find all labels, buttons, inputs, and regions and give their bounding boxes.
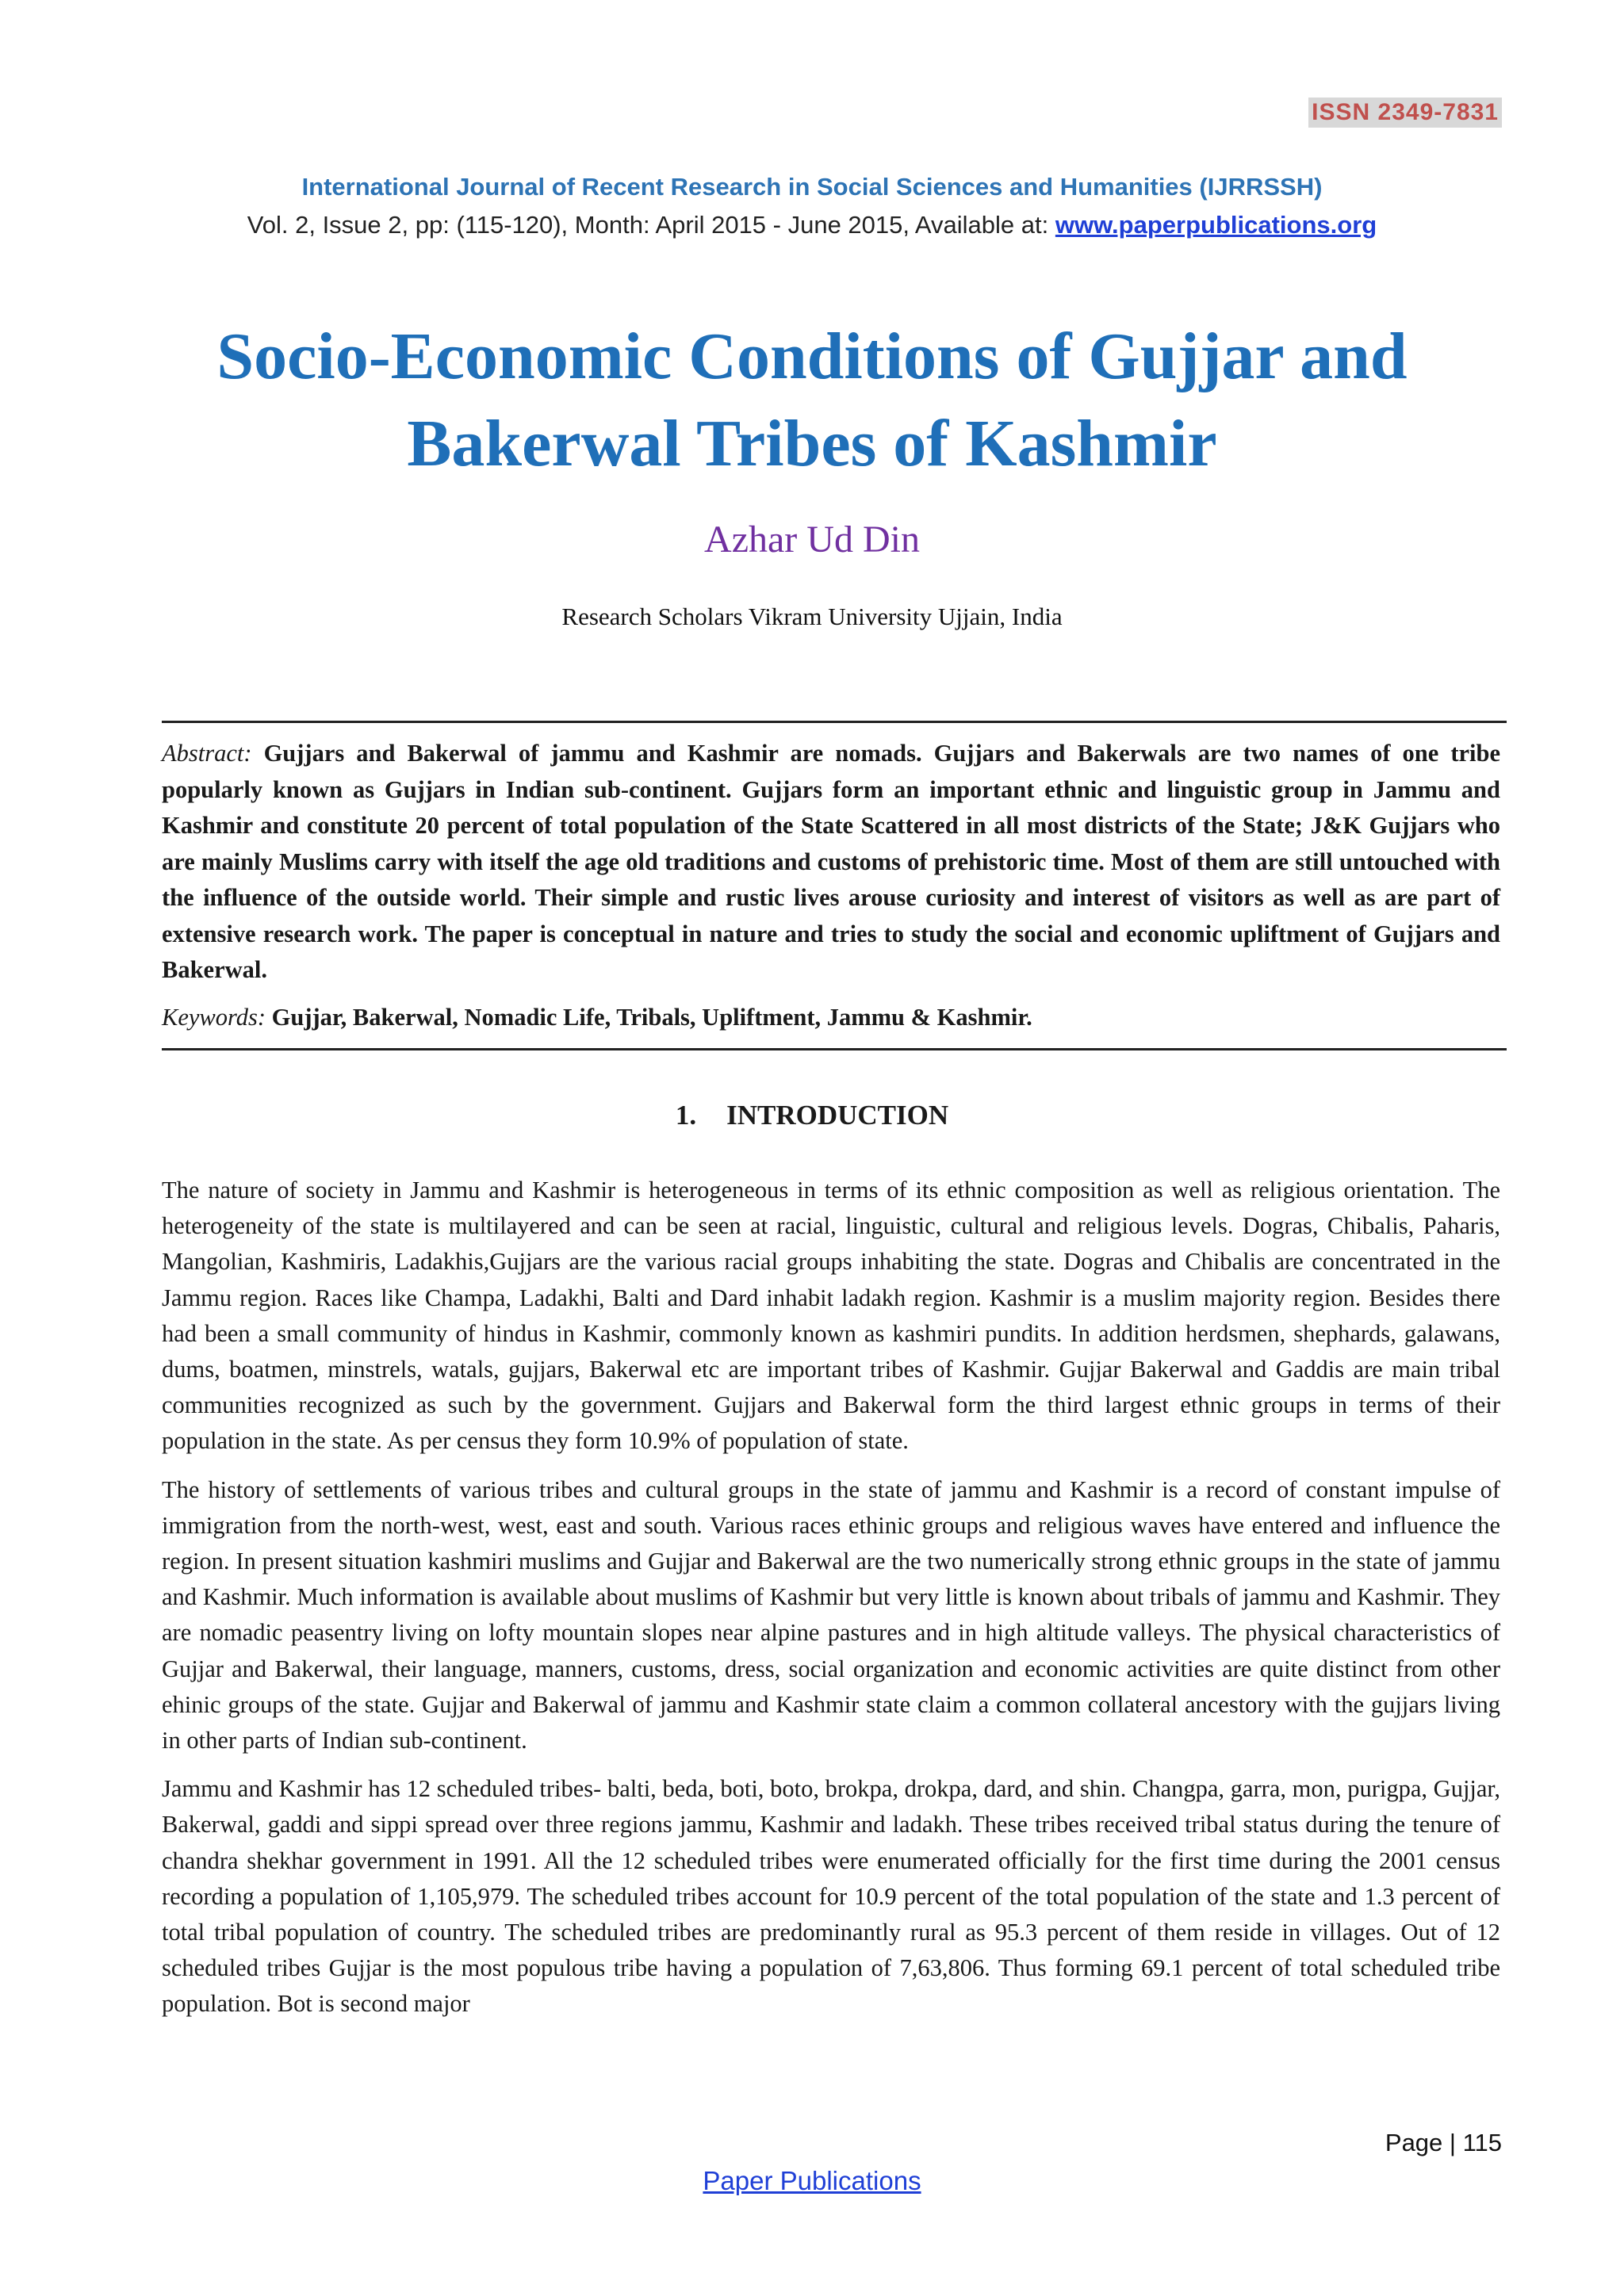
abstract-text: Gujjars and Bakerwal of jammu and Kashmir are nomads. Gujjars and Bakerwals are two names of one tribe popularly known as Gujjars in Indian sub-continent. Gujjars form an important ethnic and linguistic group in Jammu and Kashmir and constitute 20 percent of total population of the State Scattered in all most districts of the State; J&K Gujjars who are mainly Muslims carry with itself the age old traditions and customs of prehistoric time. Most of them are still untouched with the influence of the outside world. Their simple and rustic lives arouse curiosity and interest of visitors as well as are part of extensive research work. The paper is conceptual in nature and tries to study the social and economic upliftment of Gujjars and Bakerwal. <box>162 740 1501 983</box>
journal-name: International Journal of Recent Research in Social Sciences and Humanities (IJRRSSH) <box>301 173 1323 201</box>
section-heading <box>0 1100 1624 1131</box>
abstract-label: Abstract: <box>162 740 252 767</box>
volume-text: Vol. 2, Issue 2, pp: (115-120), Month: April 2015 - June 2015, Available at: <box>247 211 1055 239</box>
issn-label: ISSN 2349-7831 <box>1308 98 1502 128</box>
journal-url-link[interactable]: www.paperpublications.org <box>1055 211 1377 239</box>
keywords-label: Keywords: <box>162 1004 266 1031</box>
keywords-text: Gujjar, Bakerwal, Nomadic Life, Tribals, Upliftment, Jammu & Kashmir. <box>271 1004 1032 1031</box>
paragraph-2: The history of settlements of various tribes and cultural groups in the state of jammu and Kashmir is a record of constant impulse of immigration from the north-west, west, east and south. Various races ethinic groups and religious waves have entered and influence the region. In present situation kashmiri muslims and Gujjar and Bakerwal are the two numerically strong ethnic groups in the state of jammu and Kashmir. Much information is available about muslims of Kashmir but very little is known about tribals of jammu and Kashmir. They are nomadic peasentry living on lofty mountain slopes near alpine pastures and in high altitude valleys. The physical characteristics of Gujjar and Bakerwal, their language, manners, customs, dress, social organization and economic activities are quite distinct from other ehinic groups of the state. Gujjar and Bakerwal of jammu and Kashmir state claim a common collateral ancestory with the gujjars living in other parts of Indian sub-continent. <box>162 1475 1500 1755</box>
publisher-link[interactable]: Paper Publications <box>703 2166 921 2195</box>
abstract <box>162 736 1500 989</box>
paper-title <box>0 313 1624 488</box>
paper-title-line-1: Socio-Economic Conditions of Gujjar and <box>216 320 1408 393</box>
abstract-top-rule <box>162 721 1507 723</box>
section-title: INTRODUCTION <box>726 1100 949 1131</box>
volume-info <box>0 211 1624 239</box>
paragraph-3: Jammu and Kashmir has 12 scheduled tribes- balti, beda, boti, boto, brokpa, drokpa, dard, and shin. Changpa, garra, mon, purigpa, Gujjar, Bakerwal, gaddi and sippi spread over three regions jammu, Kashmir and ladakh. These tribes received tribal status during the tenure of chandra shekhar government in 1991. All the 12 scheduled tribes were enumerated officially for the first time during the 2001 census recording a population of 1,105,979. The scheduled tribes account for 10.9 percent of the total population of the state and 1.3 percent of total tribal population of country. The scheduled tribes are predominantly rural as 95.3 percent of them reside in villages. Out of 12 scheduled tribes Gujjar is the most populous tribe having a population of 7,63,806. Thus forming 69.1 percent of total scheduled tribe population. Bot is second major <box>162 1775 1500 2018</box>
author-name: Azhar Ud Din <box>704 519 920 561</box>
paragraph-1: The nature of society in Jammu and Kashmir is heterogeneous in terms of its ethnic composition as well as religious orientation. The heterogeneity of the state is multilayered and can be seen at racial, linguistic, cultural and religious levels. Dogras, Chibalis, Paharis, Mangolian, Kashmiris, Ladakhis,Gujjars are the various racial groups inhabiting the state. Dogras and Chibalis are concentrated in the Jammu region. Races like Champa, Ladakhi, Balti and Dard inhabit ladakh region. Kashmir is a muslim majority region. Besides there had been a small community of hindus in Kashmir, commonly known as kashmiri pundits. In addition herdsmen, shephards, galawans, dums, boatmen, minstrels, watals, gujjars, Bakerwal etc are important tribes of Kashmir. Gujjar Bakerwal and Gaddis are main tribal communities recognized as such by the government. Gujjars and Bakerwal form the third largest ethnic groups in terms of their population in the state. As per census they form 10.9% of population of state. <box>162 1177 1500 1455</box>
keywords <box>162 1004 1500 1031</box>
paper-title-line-2: Bakerwal Tribes of Kashmir <box>407 407 1217 480</box>
page-number: Page | 115 <box>1385 2129 1502 2156</box>
author-affiliation: Research Scholars Vikram University Ujjain, India <box>561 603 1063 630</box>
body-text <box>162 1173 1500 2035</box>
section-number: 1. <box>675 1100 697 1131</box>
footer <box>0 2166 1624 2196</box>
abstract-bottom-rule <box>162 1048 1507 1050</box>
